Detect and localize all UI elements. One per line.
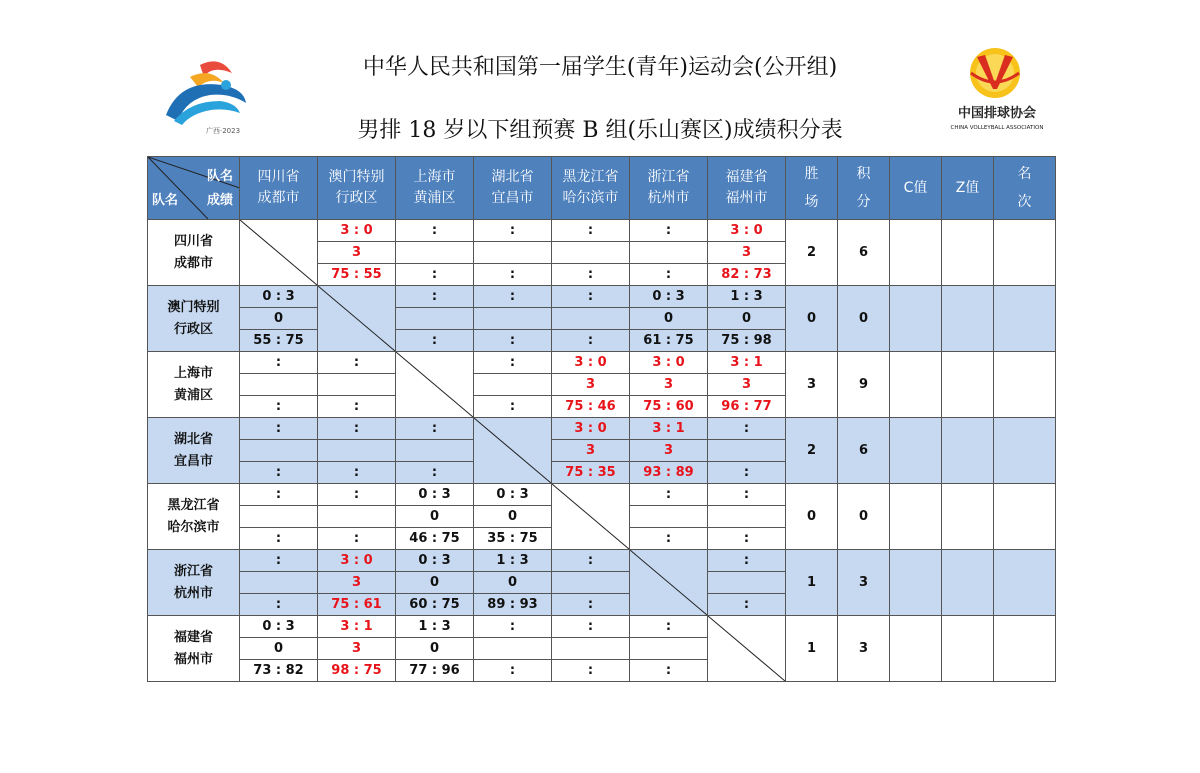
cva-logo-subtext: CHINA VOLLEYBALL ASSOCIATION xyxy=(950,125,1044,131)
match-ball-score: : xyxy=(552,264,630,286)
match-ball-score: 60 : 75 xyxy=(396,594,474,616)
match-set-score: : xyxy=(630,616,708,638)
match-ball-score: 35 : 75 xyxy=(474,528,552,550)
points-cell: 3 xyxy=(838,550,890,616)
row-header-line2: 福州市 xyxy=(173,651,213,667)
self-match-cell xyxy=(474,418,552,484)
match-set-score: : xyxy=(396,220,474,242)
match-set-score: : xyxy=(474,220,552,242)
column-header-line2: 成都市 xyxy=(257,190,300,206)
row-header-line1: 湖北省 xyxy=(173,431,213,447)
cva-logo-icon xyxy=(935,45,1060,140)
wins-cell: 3 xyxy=(786,352,838,418)
match-ball-score: : xyxy=(474,396,552,418)
points-cell: 0 xyxy=(838,286,890,352)
match-points: 3 xyxy=(708,374,786,396)
header-wins-line2: 场 xyxy=(804,194,819,210)
match-set-score: 3 : 1 xyxy=(318,616,396,638)
match-points: 3 xyxy=(318,638,396,660)
match-ball-score: : xyxy=(708,462,786,484)
match-set-score: 1 : 3 xyxy=(396,616,474,638)
column-header-team xyxy=(396,157,474,220)
header-points-line1: 积 xyxy=(856,166,871,182)
match-ball-score: : xyxy=(396,264,474,286)
row-header-line1: 黑龙江省 xyxy=(167,497,220,513)
match-set-score: : xyxy=(630,220,708,242)
match-set-score: 3 : 0 xyxy=(708,220,786,242)
match-ball-score: : xyxy=(240,528,318,550)
z-value-cell xyxy=(942,550,994,616)
column-header-line1: 澳门特别 xyxy=(328,169,385,185)
team-row-part xyxy=(148,352,1056,374)
corner-cell xyxy=(148,157,240,220)
wins-cell: 1 xyxy=(786,616,838,682)
wins-cell: 2 xyxy=(786,220,838,286)
wins-cell: 2 xyxy=(786,418,838,484)
wins-cell: 0 xyxy=(786,484,838,550)
column-header-line2: 宜昌市 xyxy=(491,190,534,206)
match-ball-score: 75 : 60 xyxy=(630,396,708,418)
self-match-cell xyxy=(552,484,630,550)
row-header-line1: 浙江省 xyxy=(173,563,213,579)
row-header-line1: 福建省 xyxy=(173,629,213,645)
c-value-cell xyxy=(890,220,942,286)
column-header-line1: 浙江省 xyxy=(647,169,690,185)
match-points: 3 xyxy=(318,242,396,264)
match-points xyxy=(708,506,786,528)
match-ball-score: : xyxy=(318,462,396,484)
header-wins-line1: 胜 xyxy=(804,166,819,182)
wins-cell: 1 xyxy=(786,550,838,616)
header-rank-line2: 次 xyxy=(1017,194,1032,210)
match-ball-score: 75 : 35 xyxy=(552,462,630,484)
corner-team2-label: 队名 xyxy=(152,193,179,208)
z-value-cell xyxy=(942,616,994,682)
rank-cell xyxy=(994,220,1056,286)
match-points xyxy=(474,374,552,396)
match-ball-score: 46 : 75 xyxy=(396,528,474,550)
match-set-score: : xyxy=(552,286,630,308)
match-points: 3 xyxy=(630,374,708,396)
match-ball-score: 89 : 93 xyxy=(474,594,552,616)
match-set-score: 0 : 3 xyxy=(240,616,318,638)
match-set-score: : xyxy=(240,484,318,506)
row-header-team xyxy=(148,220,240,286)
column-header-team xyxy=(240,157,318,220)
row-header-line1: 四川省 xyxy=(173,233,213,249)
match-ball-score: 96 : 77 xyxy=(708,396,786,418)
c-value-cell xyxy=(890,550,942,616)
header-points-line2: 分 xyxy=(856,194,871,210)
match-set-score: : xyxy=(474,616,552,638)
match-ball-score: 61 : 75 xyxy=(630,330,708,352)
page-subtitle: 男排 18 岁以下组预赛 B 组(乐山赛区)成绩积分表 xyxy=(357,118,843,143)
points-cell: 6 xyxy=(838,418,890,484)
match-ball-score: : xyxy=(396,462,474,484)
match-points xyxy=(630,638,708,660)
rank-cell xyxy=(994,352,1056,418)
column-header-rank xyxy=(994,157,1056,220)
match-ball-score: 93 : 89 xyxy=(630,462,708,484)
row-header-team xyxy=(148,616,240,682)
match-set-score: 3 : 0 xyxy=(630,352,708,374)
z-value-cell xyxy=(942,484,994,550)
c-value-cell xyxy=(890,286,942,352)
match-set-score: : xyxy=(630,484,708,506)
match-ball-score: : xyxy=(474,264,552,286)
rank-cell xyxy=(994,550,1056,616)
column-header-line2: 哈尔滨市 xyxy=(562,190,619,206)
z-value-cell xyxy=(942,286,994,352)
match-points: 0 xyxy=(396,638,474,660)
match-set-score: : xyxy=(708,484,786,506)
match-points xyxy=(318,440,396,462)
column-header-team xyxy=(630,157,708,220)
match-points xyxy=(318,506,396,528)
rank-cell xyxy=(994,484,1056,550)
match-set-score: 0 : 3 xyxy=(240,286,318,308)
match-ball-score: : xyxy=(474,660,552,682)
match-set-score: : xyxy=(474,352,552,374)
c-value-cell xyxy=(890,352,942,418)
team-row-part xyxy=(148,550,1056,572)
match-set-score: 0 : 3 xyxy=(396,484,474,506)
column-header-line1: 上海市 xyxy=(413,169,456,185)
match-points: 0 xyxy=(240,308,318,330)
row-header-line2: 杭州市 xyxy=(173,585,213,601)
team-row-part xyxy=(148,286,1056,308)
rank-cell xyxy=(994,286,1056,352)
match-ball-score: : xyxy=(474,330,552,352)
match-points: 3 xyxy=(708,242,786,264)
row-header-line2: 哈尔滨市 xyxy=(167,519,220,535)
self-match-cell xyxy=(630,550,708,616)
standings-table xyxy=(147,156,1056,682)
team-row-part xyxy=(148,484,1056,506)
match-set-score: : xyxy=(240,352,318,374)
match-set-score: 3 : 0 xyxy=(552,418,630,440)
corner-team-label: 队名 xyxy=(206,169,233,184)
match-ball-score: 77 : 96 xyxy=(396,660,474,682)
z-value-cell xyxy=(942,220,994,286)
match-points xyxy=(240,572,318,594)
c-value-cell xyxy=(890,418,942,484)
match-points: 0 xyxy=(474,572,552,594)
match-ball-score: : xyxy=(552,660,630,682)
match-ball-score: 75 : 61 xyxy=(318,594,396,616)
match-points: 3 xyxy=(552,374,630,396)
match-ball-score: 98 : 75 xyxy=(318,660,396,682)
match-set-score: : xyxy=(318,352,396,374)
cva-logo-text: 中国排球协会 xyxy=(957,106,1037,121)
self-match-cell xyxy=(318,286,396,352)
match-ball-score: : xyxy=(552,594,630,616)
header-row xyxy=(148,157,1056,220)
diagonal-line-icon xyxy=(318,286,395,351)
match-set-score: 3 : 0 xyxy=(318,550,396,572)
games-logo-text: 广西·2023 xyxy=(206,127,241,135)
column-header-line2: 行政区 xyxy=(335,190,378,206)
match-points xyxy=(396,440,474,462)
column-header-line1: 四川省 xyxy=(257,169,300,185)
match-points xyxy=(552,242,630,264)
match-points xyxy=(552,638,630,660)
points-cell: 0 xyxy=(838,484,890,550)
self-match-cell xyxy=(708,616,786,682)
match-ball-score: : xyxy=(318,528,396,550)
row-header-line2: 行政区 xyxy=(173,321,213,337)
team-row-part xyxy=(148,418,1056,440)
match-set-score: 3 : 1 xyxy=(630,418,708,440)
points-cell: 9 xyxy=(838,352,890,418)
diagonal-line-icon xyxy=(396,352,473,417)
column-header-line2: 杭州市 xyxy=(647,190,690,206)
match-points xyxy=(240,374,318,396)
c-value-cell xyxy=(890,484,942,550)
match-points xyxy=(318,374,396,396)
match-points xyxy=(240,440,318,462)
column-header-team xyxy=(552,157,630,220)
match-set-score: : xyxy=(240,418,318,440)
row-header-team xyxy=(148,418,240,484)
match-set-score: 0 : 3 xyxy=(630,286,708,308)
match-points xyxy=(708,440,786,462)
match-set-score: : xyxy=(708,418,786,440)
match-points xyxy=(396,308,474,330)
row-header-line2: 黄浦区 xyxy=(173,387,213,403)
team-row-part xyxy=(148,220,1056,242)
match-set-score: : xyxy=(396,418,474,440)
match-points: 0 xyxy=(396,572,474,594)
match-set-score: : xyxy=(318,418,396,440)
header-rank-line1: 名 xyxy=(1017,166,1032,182)
match-points xyxy=(240,506,318,528)
row-header-team xyxy=(148,286,240,352)
corner-score-label: 成绩 xyxy=(206,193,233,208)
row-header-line1: 澳门特别 xyxy=(167,299,220,315)
match-set-score: : xyxy=(474,286,552,308)
match-points xyxy=(474,638,552,660)
match-ball-score: : xyxy=(708,528,786,550)
match-ball-score: : xyxy=(552,330,630,352)
match-points xyxy=(552,308,630,330)
match-ball-score: 75 : 46 xyxy=(552,396,630,418)
match-points: 0 xyxy=(240,638,318,660)
match-points: 0 xyxy=(708,308,786,330)
match-ball-score: : xyxy=(240,594,318,616)
column-header-team xyxy=(474,157,552,220)
self-match-cell xyxy=(396,352,474,418)
match-points: 3 xyxy=(630,440,708,462)
row-header-team xyxy=(148,484,240,550)
column-header-c: C值 xyxy=(890,157,942,220)
diagonal-line-icon xyxy=(240,220,317,285)
row-header-line1: 上海市 xyxy=(173,365,213,381)
match-points xyxy=(630,506,708,528)
match-ball-score: : xyxy=(318,396,396,418)
match-points: 3 xyxy=(552,440,630,462)
wins-cell: 0 xyxy=(786,286,838,352)
points-cell: 3 xyxy=(838,616,890,682)
match-set-score: : xyxy=(240,550,318,572)
points-cell: 6 xyxy=(838,220,890,286)
match-points xyxy=(474,308,552,330)
match-ball-score: 82 : 73 xyxy=(708,264,786,286)
diagonal-line-icon xyxy=(474,418,551,483)
match-set-score: 3 : 0 xyxy=(318,220,396,242)
match-points: 0 xyxy=(396,506,474,528)
diagonal-line-icon xyxy=(552,484,629,549)
match-points xyxy=(630,242,708,264)
rank-cell xyxy=(994,616,1056,682)
row-header-line2: 成都市 xyxy=(173,255,213,271)
match-ball-score: 55 : 75 xyxy=(240,330,318,352)
match-ball-score: : xyxy=(630,528,708,550)
match-ball-score: 75 : 55 xyxy=(318,264,396,286)
row-header-line2: 宜昌市 xyxy=(173,453,213,469)
diagonal-line-icon xyxy=(708,616,785,681)
match-points xyxy=(396,242,474,264)
row-header-team xyxy=(148,550,240,616)
match-set-score: 0 : 3 xyxy=(474,484,552,506)
match-ball-score: : xyxy=(240,462,318,484)
column-header-points xyxy=(838,157,890,220)
column-header-line1: 福建省 xyxy=(725,169,768,185)
team-row-part xyxy=(148,616,1056,638)
column-header-team xyxy=(318,157,396,220)
match-set-score: : xyxy=(318,484,396,506)
match-ball-score: : xyxy=(396,330,474,352)
column-header-team xyxy=(708,157,786,220)
match-set-score: : xyxy=(396,286,474,308)
match-set-score: 0 : 3 xyxy=(396,550,474,572)
diagonal-line-icon xyxy=(630,550,707,615)
match-set-score: : xyxy=(708,550,786,572)
games-logo-icon xyxy=(160,55,260,135)
column-header-line1: 湖北省 xyxy=(491,169,534,185)
match-ball-score: : xyxy=(630,660,708,682)
c-value-cell xyxy=(890,616,942,682)
column-header-line1: 黑龙江省 xyxy=(562,169,619,185)
match-points xyxy=(708,572,786,594)
match-set-score: : xyxy=(552,616,630,638)
rank-cell xyxy=(994,418,1056,484)
match-set-score: 3 : 0 xyxy=(552,352,630,374)
match-ball-score: : xyxy=(240,396,318,418)
match-set-score: 3 : 1 xyxy=(708,352,786,374)
match-ball-score: : xyxy=(708,594,786,616)
match-points: 0 xyxy=(474,506,552,528)
match-points xyxy=(474,242,552,264)
match-points: 0 xyxy=(630,308,708,330)
column-header-z: Z值 xyxy=(942,157,994,220)
match-set-score: : xyxy=(552,220,630,242)
self-match-cell xyxy=(240,220,318,286)
z-value-cell xyxy=(942,352,994,418)
column-header-wins xyxy=(786,157,838,220)
match-set-score: 1 : 3 xyxy=(474,550,552,572)
match-points xyxy=(552,572,630,594)
page-title: 中华人民共和国第一届学生(青年)运动会(公开组) xyxy=(362,55,838,80)
column-header-line2: 福州市 xyxy=(725,190,768,206)
match-ball-score: : xyxy=(630,264,708,286)
z-value-cell xyxy=(942,418,994,484)
row-header-team xyxy=(148,352,240,418)
match-ball-score: 75 : 98 xyxy=(708,330,786,352)
match-ball-score: 73 : 82 xyxy=(240,660,318,682)
column-header-line2: 黄浦区 xyxy=(413,190,456,206)
match-points: 3 xyxy=(318,572,396,594)
match-set-score: : xyxy=(552,550,630,572)
match-set-score: 1 : 3 xyxy=(708,286,786,308)
